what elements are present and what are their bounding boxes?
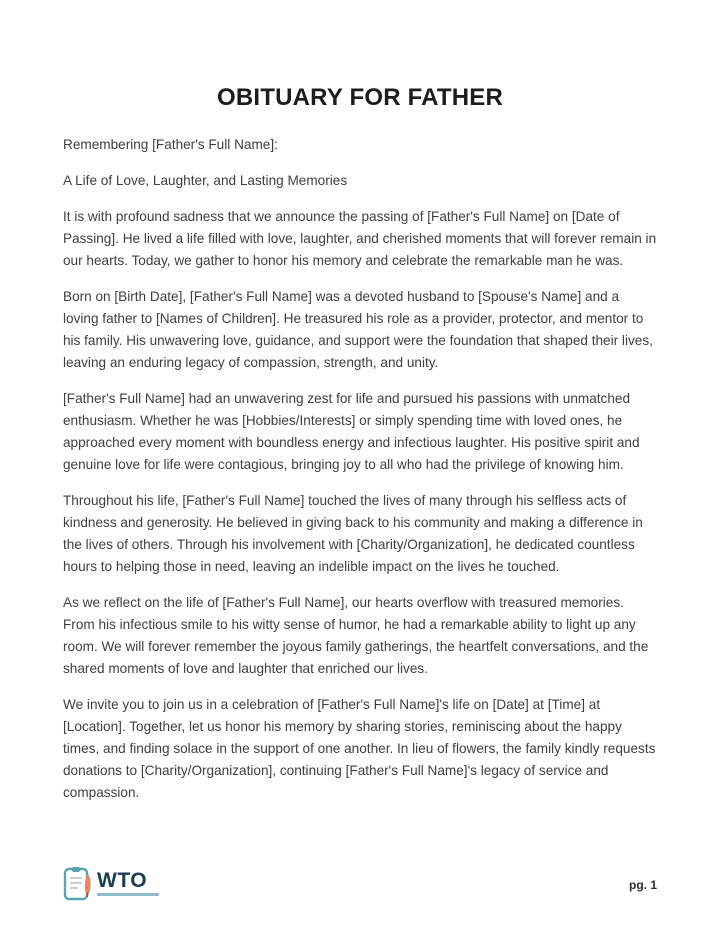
page-footer — [63, 866, 657, 907]
paragraph-invitation: We invite you to join us in a celebration of [Father's Full Name]'s life on [Date] at [Time] at [Location]. Together, let us honor his memory by sharing stories, reminiscing about the happy times, and finding solace in the support of one another. In lieu of flowers, the family kindly requests donations to [Charity/Organization], continuing [Father's Full Name]'s legacy of service and compassion. — [63, 697, 656, 800]
paragraph-passions: [Father's Full Name] had an unwavering zest for life and pursued his passions with unmatched enthusiasm. Whether he was [Hobbies/Interests] or simply spending time with loved ones, he approached every moment with boundless energy and infectious laughter. His positive spirit and genuine love for life were contagious, bringing joy to all who had the privilege of knowing him. — [63, 391, 640, 472]
paragraph-memories: As we reflect on the life of [Father's Full Name], our hearts overflow with treasured memories. From his infectious smile to his witty sense of humor, he had a remarkable ability to light up any room. We will forever remember the joyous family gatherings, the heartfelt conversations, and the shared moments of love and laughter that enriched our lives. — [63, 595, 649, 676]
logo-wordmark: WTO — [97, 869, 148, 892]
logo-tagline-bar — [97, 893, 159, 896]
paragraph-announcement: It is with profound sadness that we announce the passing of [Father's Full Name] on [Date of Passing]. He lived a life filled with love, laughter, and cherished moments that will forever remain in our hearts. Today, we gather to honor his memory and celebrate the remarkable man he was. — [63, 209, 657, 268]
paragraph-community: Throughout his life, [Father's Full Name] touched the lives of many through his selfless acts of kindness and generosity. He believed in giving back to his community and making a difference in the lives of others. Through his involvement with [Charity/Organization], he dedicated countless hours to helping those in need, leaving an indelible impact on the lives he touched. — [63, 493, 643, 574]
logo-text-block — [97, 870, 159, 896]
page-title: OBITUARY FOR FATHER — [216, 84, 504, 111]
subtitle-line: A Life of Love, Laughter, and Lasting Memories — [63, 173, 348, 188]
document-body — [63, 134, 657, 804]
clipboard-pen-icon — [63, 866, 93, 907]
paragraph-family: Born on [Birth Date], [Father's Full Name] was a devoted husband to [Spouse's Name] and a loving father to [Names of Children]. He treasured his role as a provider, protector, and mentor to his family. His unwavering love, guidance, and support were the foundation that shaped their lives, leaving an enduring legacy of compassion, strength, and unity. — [63, 289, 653, 370]
wto-logo — [63, 866, 159, 907]
intro-line: Remembering [Father's Full Name]: — [63, 137, 278, 152]
page-number: pg. 1 — [628, 878, 657, 892]
